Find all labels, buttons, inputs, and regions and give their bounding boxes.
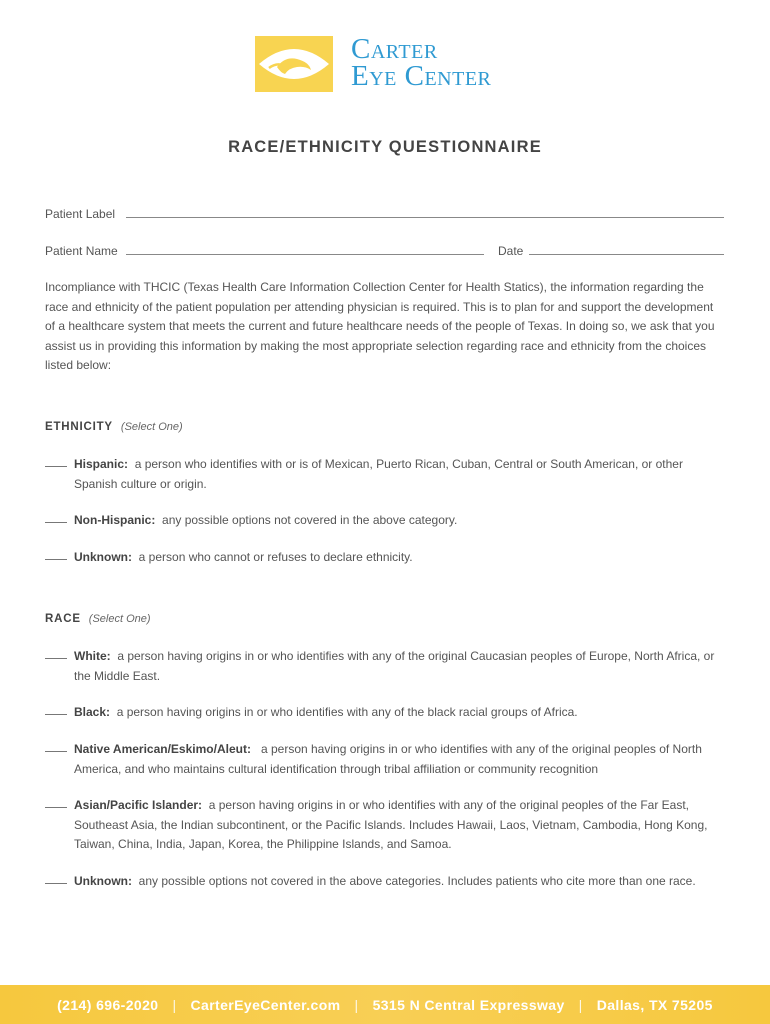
patient-label-field[interactable] [126, 217, 724, 218]
option-description: a person who identifies with or is of Mexican, Puerto Rican, Cuban, Central or South American, or other Spanish culture or origin. [74, 457, 683, 491]
footer-website: CarterEyeCenter.com [190, 996, 341, 1013]
footer-bar [0, 985, 770, 1024]
race-heading-text: RACE [45, 613, 81, 625]
option-label: Unknown: [74, 550, 132, 564]
date-field[interactable] [529, 254, 724, 255]
option-label: White: [74, 649, 111, 663]
ethnicity-blank-hispanic[interactable] [45, 466, 67, 467]
patient-label-label: Patient Label [45, 207, 116, 221]
ethnicity-blank-non-hispanic[interactable] [45, 522, 67, 523]
option-description: a person having origins in or who identifies with any of the original Caucasian peoples of Europe, North Africa, or the Middle East. [74, 649, 715, 683]
option-description: any possible options not covered in the above category. [162, 513, 458, 527]
option-label: Asian/Pacific Islander: [74, 798, 203, 812]
ethnicity-blank-unknown[interactable] [45, 559, 67, 560]
ethnicity-select-note: (Select One) [120, 421, 183, 433]
option-label: Black: [74, 705, 111, 719]
page-title: RACE/ETHNICITY QUESTIONNAIRE [228, 138, 542, 156]
footer-city: Dallas, TX 75205 [596, 996, 713, 1013]
intro-paragraph: Incompliance with THCIC (Texas Health Care Information Collection Center for Health Statics), the information regarding the race and ethnicity of the patient population per attending physician is required. This is to plan for and support the development of a healthcare system that meets the current and future healthcare needs of the people of Texas. In doing so, we ask that you assist us in providing this information by making the most appropriate selection regarding race and ethnicity from the choices listed below: [45, 280, 715, 372]
race-heading [45, 613, 151, 625]
date-label: Date [498, 244, 524, 258]
race-blank-black[interactable] [45, 714, 67, 715]
option-description: a person having origins in or who identifies with any of the original peoples of North America, and who maintains cultural identification through tribal affiliation or community recognition [74, 742, 702, 776]
ethnicity-heading-text: ETHNICITY [45, 421, 113, 433]
logo-wordmark [351, 33, 492, 92]
ethnicity-heading [45, 421, 183, 433]
option-description: a person who cannot or refuses to declare ethnicity. [138, 550, 413, 564]
patient-name-label: Patient Name [45, 244, 118, 258]
option-label: Unknown: [74, 874, 132, 888]
race-blank-white[interactable] [45, 658, 67, 659]
footer-phone: (214) 696-2020 [57, 996, 159, 1013]
footer-separator: | [578, 996, 583, 1013]
option-description: a person having origins in or who identifies with any of the original peoples of the Far East, Southeast Asia, the Indian subcontinent, or the Pacific Islands. Includes Hawaii, Laos, Vietnam, Cambodia, Hong Kong, Taiwan, China, India, Japan, Korea, the Philippine Islands, and Samoa. [74, 798, 708, 851]
option-label: Native American/Eskimo/Aleut: [74, 742, 251, 756]
logo [255, 33, 515, 96]
eye-wave-icon [255, 36, 333, 92]
race-blank-unknown[interactable] [45, 883, 67, 884]
logo-line-2: Eye Center [351, 60, 492, 92]
logo-line-1: Carter [351, 33, 438, 65]
option-label: Hispanic: [74, 457, 129, 471]
option-description: any possible options not covered in the above categories. Includes patients who cite more than one race. [138, 874, 696, 888]
option-description: a person having origins in or who identifies with any of the black racial groups of Africa. [116, 705, 578, 719]
race-blank-asian-pacific[interactable] [45, 807, 67, 808]
race-blank-native-american[interactable] [45, 751, 67, 752]
footer-separator: | [354, 996, 359, 1013]
race-select-note: (Select One) [88, 613, 151, 625]
footer-address: 5315 N Central Expressway [372, 996, 565, 1013]
patient-name-field[interactable] [126, 254, 484, 255]
footer-separator: | [172, 996, 177, 1013]
option-label: Non-Hispanic: [74, 513, 156, 527]
